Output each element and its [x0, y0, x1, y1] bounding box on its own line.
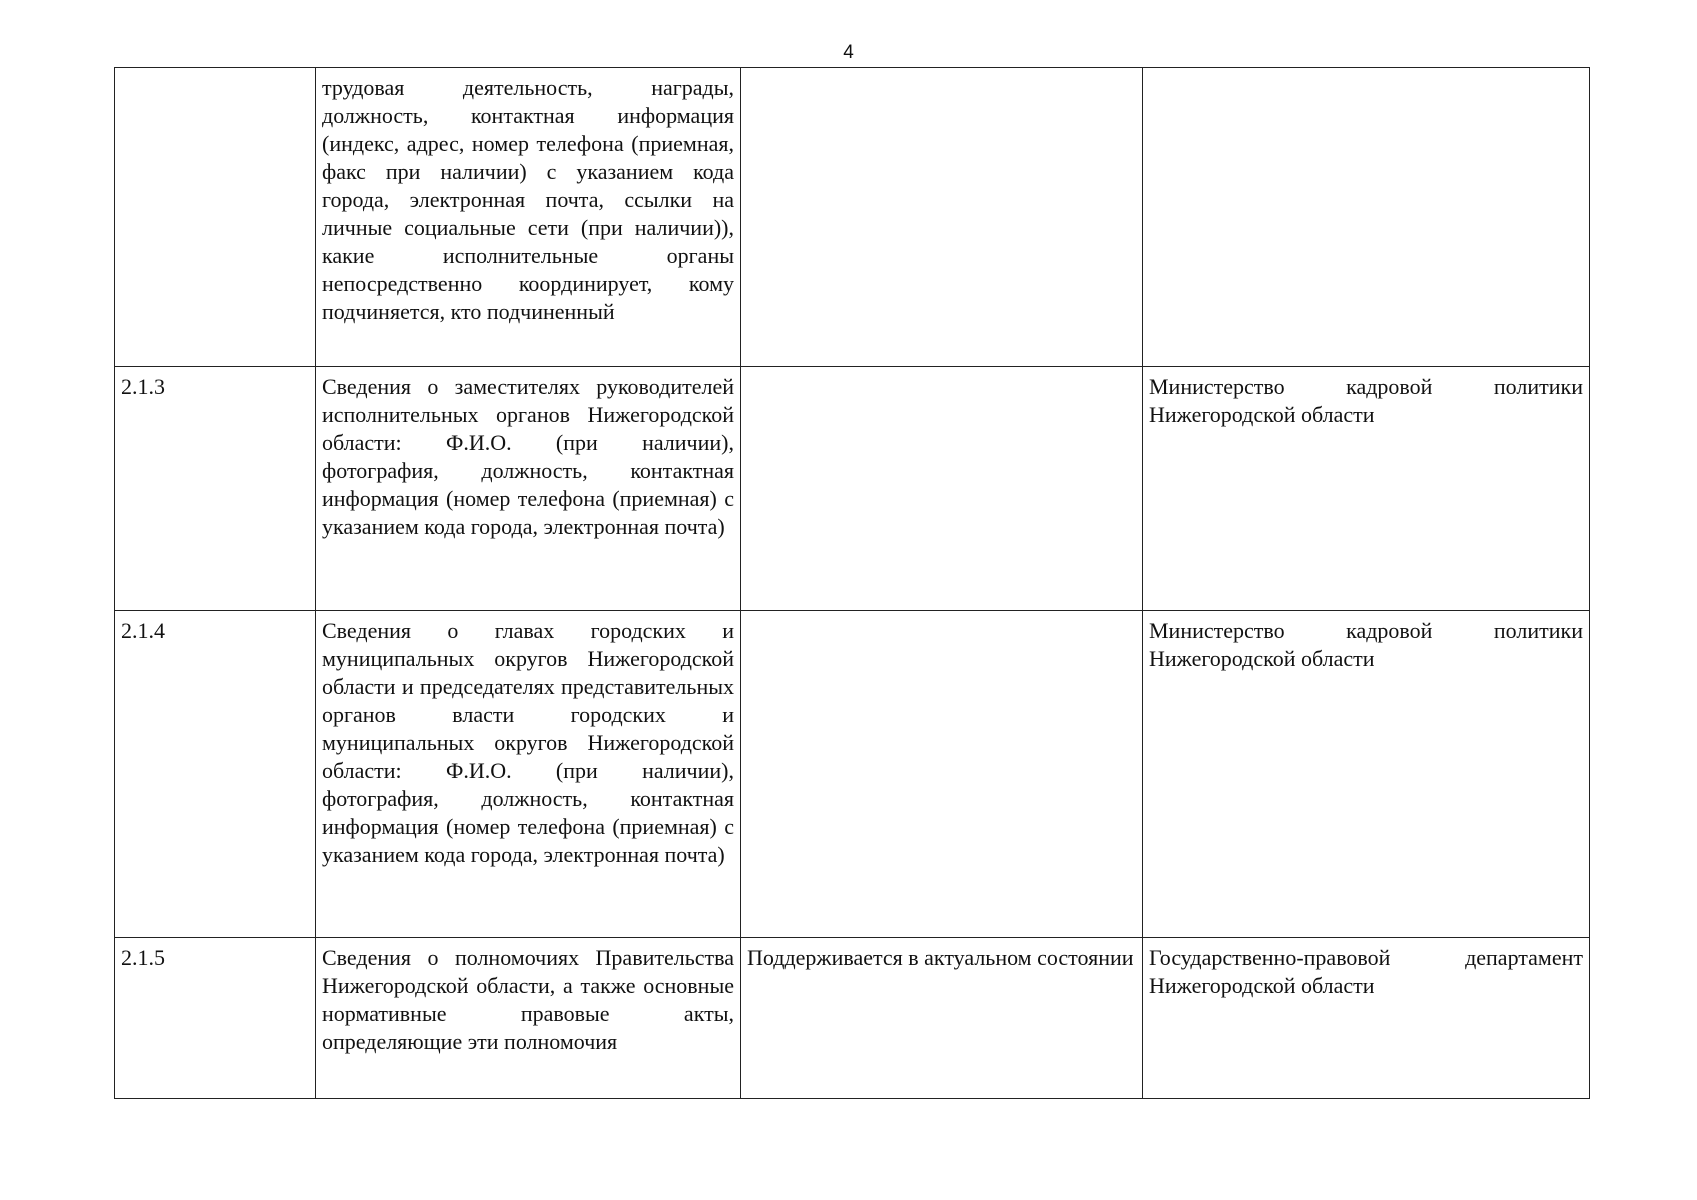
frequency-cell	[741, 611, 1143, 938]
row-number-cell: 2.1.3	[115, 367, 316, 611]
page-number: 4	[843, 42, 854, 63]
description-cell: Сведения о главах городских и муниципальных округов Нижегородской области и председателях представительных органов власти городских и муниципальных округов Нижегородской области: Ф.И.О. (при наличии), фотография, должность, контактная информация (номер телефона (приемная) с указанием кода города, электронная почта)	[316, 611, 741, 938]
description-cell: трудовая деятельность, награды, должность, контактная информация (индекс, адрес, номер телефона (приемная, факс при наличии) с указанием кода города, электронная почта, ссылки на личные социальные сети (при наличии)), какие исполнительные органы непосредственно координирует, кому подчиняется, кто подчиненный	[316, 68, 741, 367]
document-table	[114, 67, 1590, 1099]
table-row	[115, 367, 1590, 611]
table-row	[115, 938, 1590, 1099]
frequency-cell	[741, 367, 1143, 611]
responsible-cell: Министерство кадровой политики Нижегородской области	[1143, 611, 1590, 938]
responsible-cell: Государственно-правовой департамент Нижегородской области	[1143, 938, 1590, 1099]
responsible-cell	[1143, 68, 1590, 367]
description-cell: Сведения о полномочиях Правительства Нижегородской области, а также основные нормативные правовые акты, определяющие эти полномочия	[316, 938, 741, 1099]
frequency-cell	[741, 68, 1143, 367]
responsible-cell: Министерство кадровой политики Нижегородской области	[1143, 367, 1590, 611]
row-number-cell: 2.1.5	[115, 938, 316, 1099]
table-row	[115, 68, 1590, 367]
description-cell: Сведения о заместителях руководителей исполнительных органов Нижегородской области: Ф.И.О. (при наличии), фотография, должность, контактная информация (номер телефона (приемная) с указанием кода города, электронная почта)	[316, 367, 741, 611]
row-number-cell: 2.1.4	[115, 611, 316, 938]
row-number-cell	[115, 68, 316, 367]
frequency-cell: Поддерживается в актуальном состоянии	[741, 938, 1143, 1099]
table-row	[115, 611, 1590, 938]
